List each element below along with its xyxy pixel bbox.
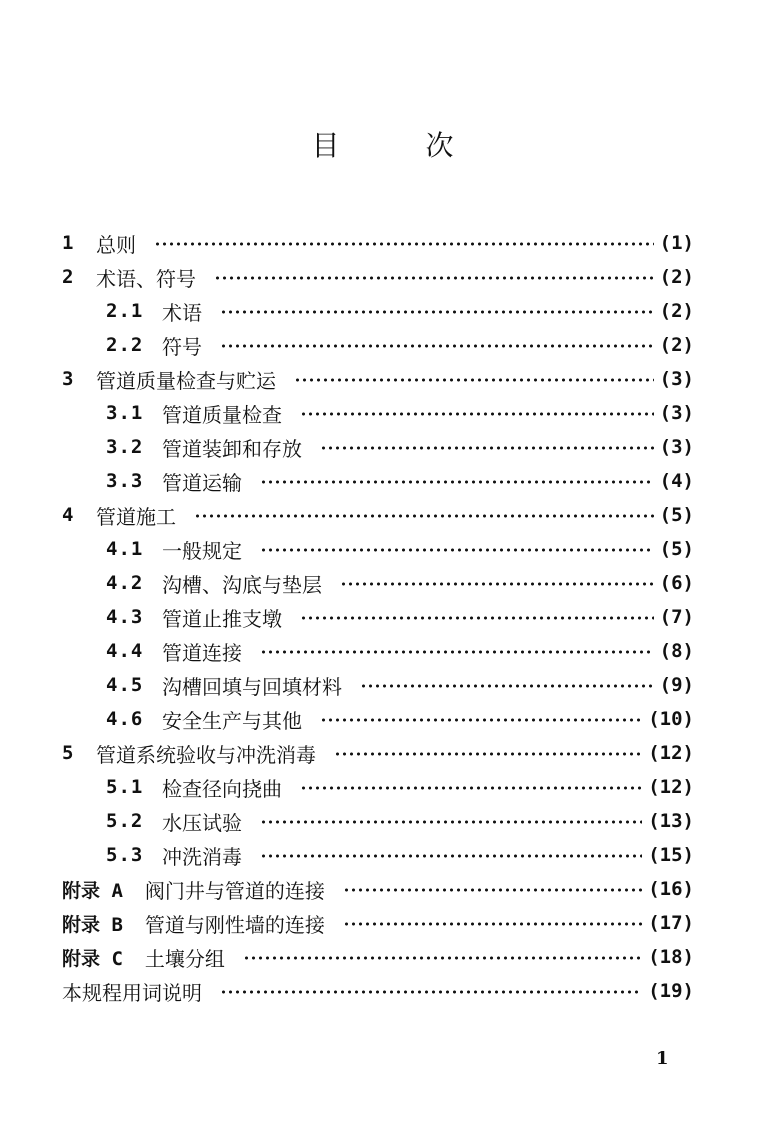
toc-number: 4.3 — [106, 606, 144, 628]
toc-entry-3[interactable] — [62, 362, 694, 396]
toc-number: 1 — [62, 232, 74, 254]
toc-leader-dots — [294, 378, 654, 382]
toc-number: 附录 A — [62, 879, 123, 902]
toc-number: 2.1 — [106, 300, 144, 322]
toc-entry-3-2[interactable] — [62, 430, 694, 464]
toc-title: 本规程用词说明 — [62, 980, 202, 1005]
toc-leader-dots — [220, 310, 654, 314]
table-of-contents — [62, 226, 694, 1008]
toc-number: 4.2 — [106, 572, 144, 594]
toc-entry-5-2[interactable] — [62, 804, 694, 838]
toc-title: 符号 — [162, 334, 202, 359]
page-title — [0, 124, 765, 164]
toc-page: (13) — [648, 810, 694, 832]
toc-leader-dots — [243, 956, 642, 960]
toc-page: (16) — [648, 878, 694, 900]
toc-page: (3) — [659, 368, 694, 390]
toc-entry-3-3[interactable] — [62, 464, 694, 498]
toc-entry-terms-explanation[interactable] — [62, 974, 694, 1008]
toc-number: 5 — [62, 742, 74, 764]
toc-title: 管道施工 — [96, 504, 176, 529]
toc-entry-appendix-a[interactable] — [62, 872, 694, 906]
toc-title: 阀门井与管道的连接 — [144, 878, 325, 903]
toc-entry-4-2[interactable] — [62, 566, 694, 600]
toc-title: 沟槽回填与回填材料 — [162, 674, 342, 699]
toc-entry-5-1[interactable] — [62, 770, 694, 804]
toc-page: (2) — [659, 266, 694, 288]
toc-leader-dots — [194, 514, 654, 518]
toc-leader-dots — [260, 480, 654, 484]
toc-leader-dots — [300, 786, 642, 790]
toc-leader-dots — [300, 616, 654, 620]
toc-page: (8) — [659, 640, 694, 662]
toc-page: (18) — [648, 946, 694, 968]
toc-leader-dots — [154, 242, 654, 246]
page-number: 1 — [656, 1048, 669, 1069]
toc-leader-dots — [260, 854, 642, 858]
toc-page: (1) — [659, 232, 694, 254]
toc-leader-dots — [214, 276, 654, 280]
toc-number: 2 — [62, 266, 74, 288]
toc-number: 3.1 — [106, 402, 144, 424]
toc-page: (6) — [659, 572, 694, 594]
toc-page: (7) — [659, 606, 694, 628]
toc-leader-dots — [320, 718, 642, 722]
toc-leader-dots — [220, 344, 654, 348]
toc-title: 管道质量检查 — [162, 402, 282, 427]
toc-page: (4) — [659, 470, 694, 492]
toc-page: (19) — [648, 980, 694, 1002]
toc-entry-5-3[interactable] — [62, 838, 694, 872]
toc-entry-4-4[interactable] — [62, 634, 694, 668]
toc-number: 4.5 — [106, 674, 144, 696]
toc-entry-5[interactable] — [62, 736, 694, 770]
toc-leader-dots — [334, 752, 642, 756]
toc-page: (2) — [659, 334, 694, 356]
toc-title: 术语、符号 — [96, 266, 196, 291]
toc-number: 5.3 — [106, 844, 144, 866]
toc-title: 管道质量检查与贮运 — [96, 368, 276, 393]
toc-entry-4[interactable] — [62, 498, 694, 532]
toc-number: 5.2 — [106, 810, 144, 832]
toc-entry-appendix-c[interactable] — [62, 940, 694, 974]
toc-number: 2.2 — [106, 334, 144, 356]
toc-entry-appendix-b[interactable] — [62, 906, 694, 940]
toc-entry-2[interactable] — [62, 260, 694, 294]
toc-page: (9) — [659, 674, 694, 696]
toc-leader-dots — [360, 684, 654, 688]
toc-leader-dots — [343, 888, 642, 892]
toc-entry-1[interactable] — [62, 226, 694, 260]
toc-number: 3 — [62, 368, 74, 390]
toc-leader-dots — [220, 990, 642, 994]
toc-leader-dots — [260, 650, 654, 654]
toc-number: 3.2 — [106, 436, 144, 458]
toc-entry-2-1[interactable] — [62, 294, 694, 328]
toc-number: 4.6 — [106, 708, 144, 730]
toc-title: 管道止推支墩 — [162, 606, 282, 631]
toc-leader-dots — [320, 446, 654, 450]
toc-title: 检查径向挠曲 — [162, 776, 282, 801]
toc-page: (3) — [659, 402, 694, 424]
toc-title: 安全生产与其他 — [162, 708, 302, 733]
page-title-char-2: 次 — [425, 129, 454, 162]
toc-number: 4.4 — [106, 640, 144, 662]
toc-leader-dots — [343, 922, 642, 926]
toc-page: (10) — [648, 708, 694, 730]
toc-number: 4 — [62, 504, 74, 526]
toc-page: (15) — [648, 844, 694, 866]
toc-title: 管道装卸和存放 — [162, 436, 302, 461]
toc-number: 3.3 — [106, 470, 144, 492]
toc-number: 5.1 — [106, 776, 144, 798]
toc-title: 管道运输 — [162, 470, 242, 495]
toc-entry-4-1[interactable] — [62, 532, 694, 566]
toc-entry-4-5[interactable] — [62, 668, 694, 702]
toc-title: 一般规定 — [162, 538, 242, 563]
page-title-char-1: 目 — [311, 129, 340, 162]
toc-entry-4-6[interactable] — [62, 702, 694, 736]
toc-page: (3) — [659, 436, 694, 458]
toc-title: 管道与刚性墙的连接 — [144, 912, 325, 937]
toc-page: (12) — [648, 776, 694, 798]
toc-title: 土壤分组 — [144, 946, 225, 971]
toc-page: (17) — [648, 912, 694, 934]
toc-entry-2-2[interactable] — [62, 328, 694, 362]
toc-entry-3-1[interactable] — [62, 396, 694, 430]
toc-page: (5) — [659, 538, 694, 560]
toc-title: 总则 — [96, 232, 136, 257]
toc-title: 水压试验 — [162, 810, 242, 835]
toc-page: (2) — [659, 300, 694, 322]
toc-number: 附录 C — [62, 947, 123, 970]
toc-title: 沟槽、沟底与垫层 — [162, 572, 322, 597]
toc-title: 术语 — [162, 300, 202, 325]
toc-leader-dots — [300, 412, 654, 416]
toc-title: 管道连接 — [162, 640, 242, 665]
toc-page: (12) — [648, 742, 694, 764]
toc-leader-dots — [260, 548, 654, 552]
toc-entry-4-3[interactable] — [62, 600, 694, 634]
toc-leader-dots — [340, 582, 654, 586]
toc-number: 4.1 — [106, 538, 144, 560]
toc-leader-dots — [260, 820, 642, 824]
toc-number: 附录 B — [62, 913, 123, 936]
toc-title: 冲洗消毒 — [162, 844, 242, 869]
toc-page: (5) — [659, 504, 694, 526]
toc-title: 管道系统验收与冲洗消毒 — [96, 742, 316, 767]
